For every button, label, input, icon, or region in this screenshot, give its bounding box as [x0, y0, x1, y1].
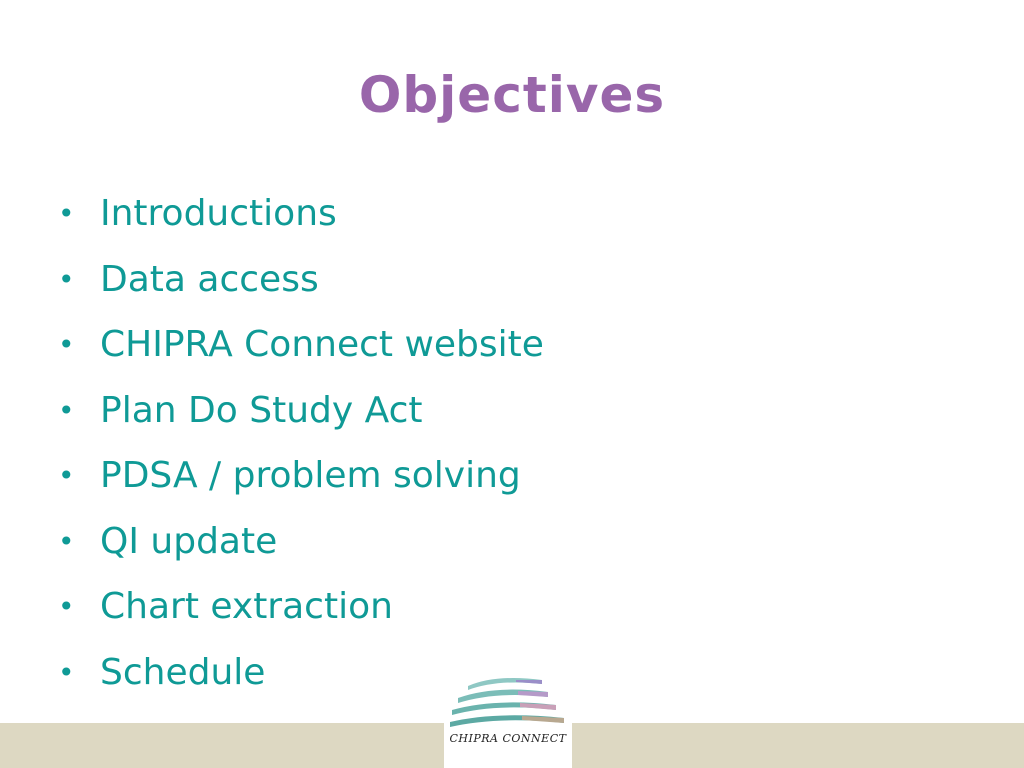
list-item — [58, 443, 544, 509]
bullet-icon: • — [58, 524, 75, 558]
list-item — [58, 509, 544, 575]
list-item-text: Schedule — [100, 651, 266, 693]
list-item — [58, 181, 544, 247]
list-item-text: Data access — [100, 258, 319, 300]
list-item-text: Chart extraction — [100, 586, 393, 627]
list-item — [58, 574, 544, 640]
list-item — [58, 378, 544, 444]
bullet-icon: • — [58, 590, 75, 623]
slide-title: Objectives — [358, 66, 666, 124]
list-item — [58, 312, 544, 378]
logo-text: CHIPRA CONNECT — [449, 732, 567, 745]
list-item-text: QI update — [100, 520, 278, 562]
bullet-icon: • — [58, 393, 75, 427]
bullet-icon: • — [58, 655, 75, 689]
logo-arcs-icon — [444, 672, 572, 734]
list-item — [58, 247, 544, 313]
objectives-list — [58, 181, 544, 705]
chipra-connect-logo — [444, 672, 572, 768]
list-item-text: CHIPRA Connect website — [100, 324, 544, 365]
list-item-text: Introductions — [100, 193, 337, 234]
list-item-text: Plan Do Study Act — [100, 389, 423, 431]
bullet-icon: • — [58, 197, 75, 230]
bullet-icon: • — [58, 262, 75, 296]
bullet-icon: • — [58, 328, 75, 361]
bullet-icon: • — [58, 459, 75, 492]
list-item-text: PDSA / problem solving — [100, 455, 521, 496]
